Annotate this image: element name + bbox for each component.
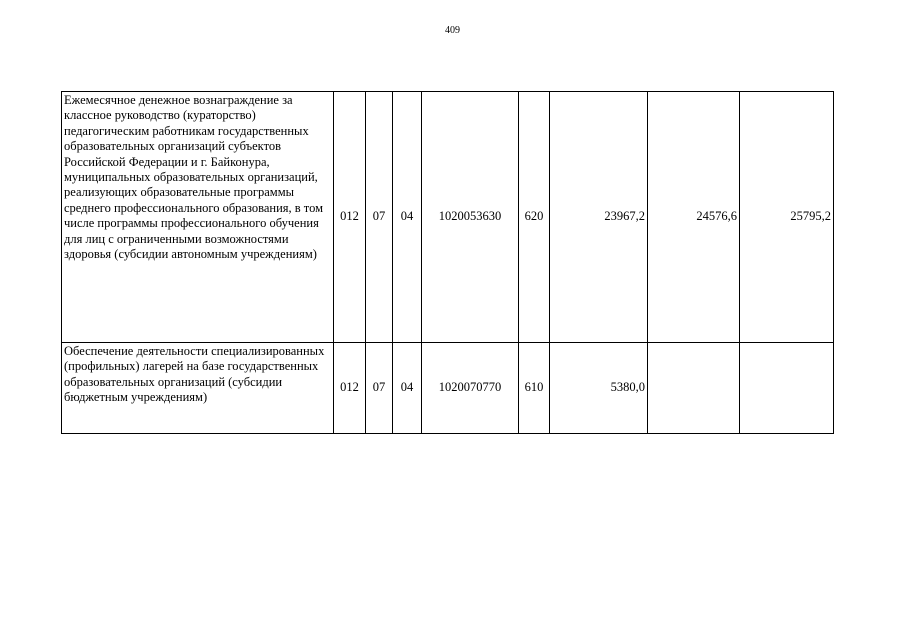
subsection-code: 04	[393, 343, 422, 434]
amount-year-2	[648, 343, 740, 434]
amount-year-2: 24576,6	[648, 92, 740, 343]
ministry-code: 012	[334, 92, 366, 343]
amount-year-3	[740, 343, 834, 434]
amount-year-1: 23967,2	[550, 92, 648, 343]
section-code: 07	[366, 343, 393, 434]
row-description: Ежемесячное денежное вознаграждение за классное руководство (кураторство) педагогическим работникам государственных образовательных организаций субъектов Российской Федерации и г. Байконура, муниципальных образовательных организаций, реализующих образовательные программы среднего профессионального образования, в том числе программы профессионального обучения для лиц с ограниченными возможностями здоровья (субсидии автономным учреждениям)	[62, 92, 334, 343]
expense-type-code: 620	[519, 92, 550, 343]
ministry-code: 012	[334, 343, 366, 434]
page-number: 409	[445, 25, 460, 36]
target-article-code: 1020053630	[422, 92, 519, 343]
expense-type-code: 610	[519, 343, 550, 434]
table-row	[62, 343, 834, 434]
row-description: Обеспечение деятельности специализированных (профильных) лагерей на базе государственных образовательных организаций (субсидии бюджетным учреждениям)	[62, 343, 334, 434]
target-article-code: 1020070770	[422, 343, 519, 434]
budget-table	[61, 91, 834, 434]
amount-year-3: 25795,2	[740, 92, 834, 343]
section-code: 07	[366, 92, 393, 343]
subsection-code: 04	[393, 92, 422, 343]
amount-year-1: 5380,0	[550, 343, 648, 434]
table-row	[62, 92, 834, 343]
